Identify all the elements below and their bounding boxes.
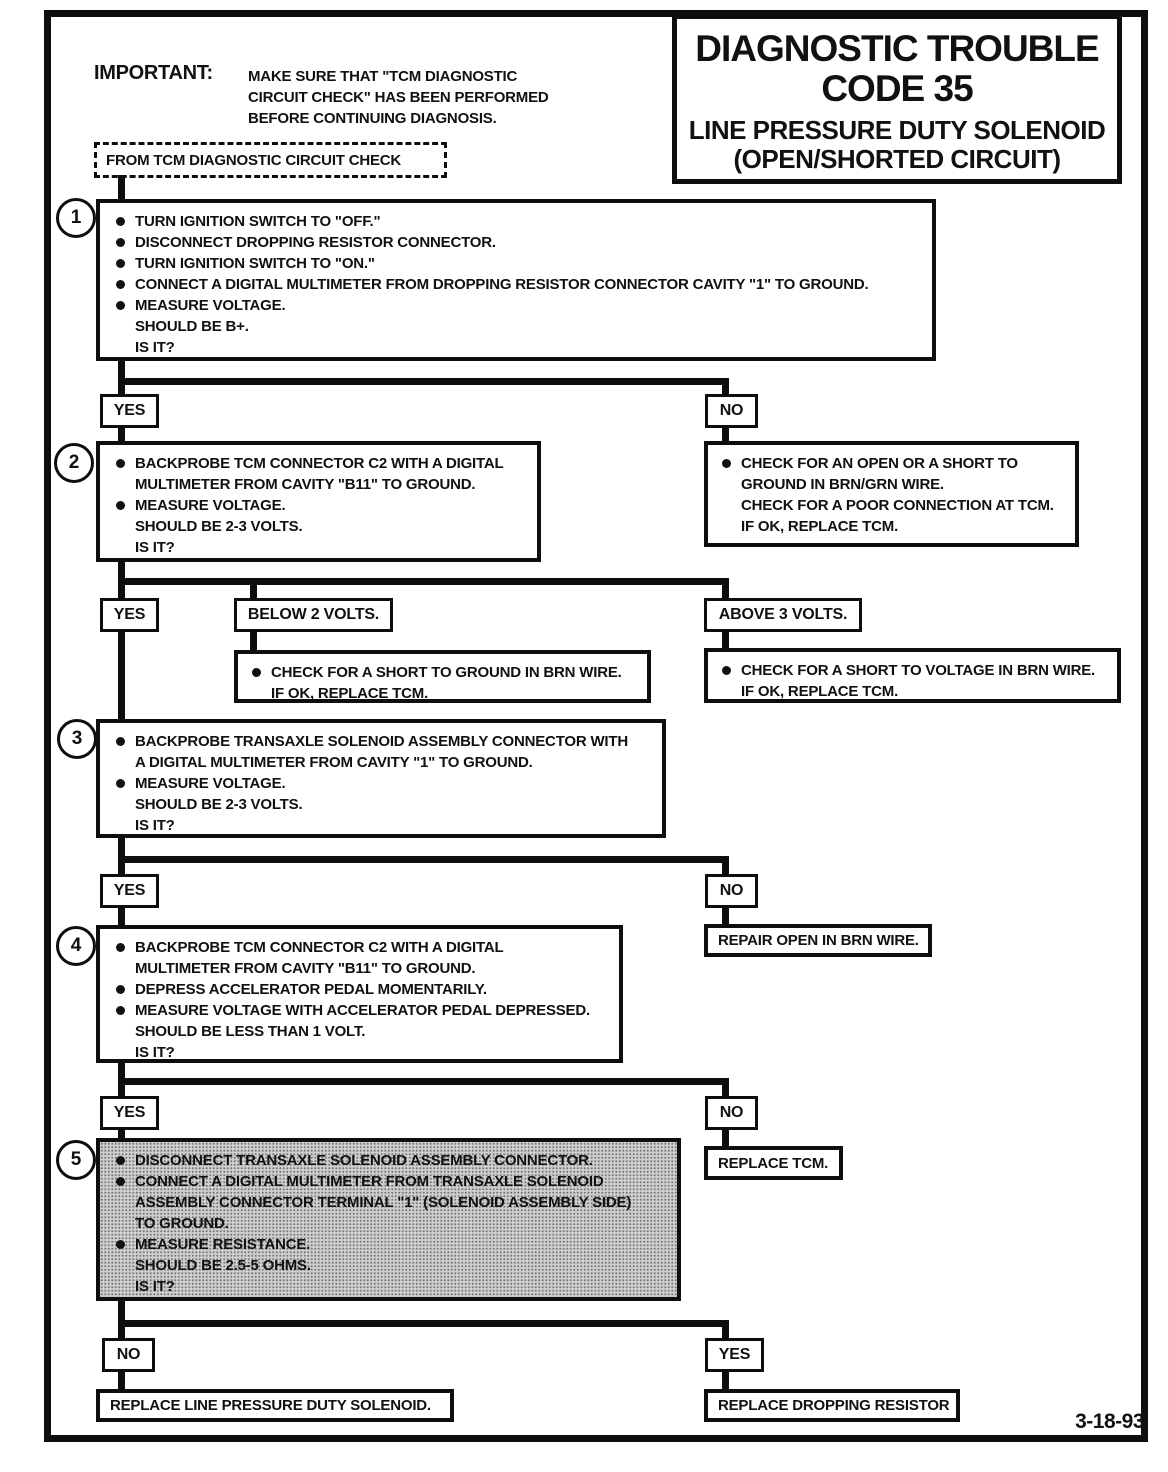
decision3-no: NO	[705, 874, 758, 908]
bullet-spacer	[722, 480, 731, 489]
bullet-spacer	[116, 1282, 125, 1291]
step1-line: DISCONNECT DROPPING RESISTOR CONNECTOR.	[135, 234, 496, 251]
result-no1-row	[718, 474, 1067, 495]
step5-row	[112, 1234, 667, 1255]
step2-line: MULTIMETER FROM CAVITY "B11" TO GROUND.	[135, 476, 476, 493]
step4-row	[112, 1042, 609, 1063]
bullet-spacer	[116, 1048, 125, 1057]
step4-row	[112, 1000, 609, 1021]
bullet-icon	[116, 779, 125, 788]
important-text-line3: BEFORE CONTINUING DIAGNOSIS.	[248, 110, 497, 127]
result-no1-row	[718, 495, 1067, 516]
step3-row	[112, 794, 652, 815]
bullet-spacer	[252, 689, 261, 698]
bullet-icon	[116, 1006, 125, 1015]
result-no1-line: GROUND IN BRN/GRN WIRE.	[741, 476, 944, 493]
step3-row	[112, 773, 652, 794]
bullet-icon	[116, 501, 125, 510]
important-text-line2: CIRCUIT CHECK" HAS BEEN PERFORMED	[248, 89, 549, 106]
title-line-2: CODE 35	[821, 68, 973, 109]
title-line-1: DIAGNOSTIC TROUBLE	[695, 28, 1099, 69]
step-box-4	[96, 925, 623, 1063]
connector-drop-above3	[722, 578, 729, 600]
bullet-spacer	[722, 687, 731, 696]
step4-line: DEPRESS ACCELERATOR PEDAL MOMENTARILY.	[135, 981, 487, 998]
step1-row	[112, 274, 922, 295]
step5-row	[112, 1150, 667, 1171]
step5-line: SHOULD BE 2.5-5 OHMS.	[135, 1257, 311, 1274]
result-below2-row	[248, 662, 639, 683]
result-above3-row	[718, 660, 1109, 681]
connector-no3-result	[722, 906, 729, 926]
connector-trunk-c	[118, 427, 125, 443]
decision2-below: BELOW 2 VOLTS.	[234, 598, 393, 632]
step1-row	[112, 253, 922, 274]
result-above3-line: CHECK FOR A SHORT TO VOLTAGE IN BRN WIRE.	[741, 662, 1096, 679]
step5-line: CONNECT A DIGITAL MULTIMETER FROM TRANSAXLE SOLENOID	[135, 1173, 604, 1190]
connector-branch-5	[118, 1320, 729, 1327]
step5-line: MEASURE RESISTANCE.	[135, 1236, 311, 1253]
decision4-yes: YES	[100, 1096, 159, 1130]
step2-row	[112, 537, 527, 558]
step3-row	[112, 815, 652, 836]
result-above3-box	[704, 648, 1121, 703]
result-no1-box	[704, 441, 1079, 547]
step4-row	[112, 937, 609, 958]
step3-line: BACKPROBE TRANSAXLE SOLENOID ASSEMBLY CONNECTOR WITH	[135, 733, 628, 750]
step5-line: DISCONNECT TRANSAXLE SOLENOID ASSEMBLY CONNECTOR.	[135, 1152, 593, 1169]
result-below2-line: IF OK, REPLACE TCM.	[271, 685, 429, 702]
connector-above3-result	[722, 630, 729, 650]
decision1-no: NO	[705, 394, 758, 428]
decision5-yes: YES	[705, 1338, 764, 1372]
result-below2-box	[234, 650, 651, 703]
step1-row	[112, 316, 922, 337]
bullet-icon	[116, 217, 125, 226]
result-below2-row	[248, 683, 639, 704]
decision4-no: NO	[705, 1096, 758, 1130]
step2-line: SHOULD BE 2-3 VOLTS.	[135, 518, 303, 535]
step-number-3: 3	[57, 719, 97, 759]
connector-drop-below2	[250, 578, 257, 600]
bullet-spacer	[116, 821, 125, 830]
bullet-spacer	[116, 322, 125, 331]
result-no1-row	[718, 516, 1067, 537]
decision1-yes: YES	[100, 394, 159, 428]
bullet-icon	[116, 985, 125, 994]
step4-line: BACKPROBE TCM CONNECTOR C2 WITH A DIGITAL	[135, 939, 504, 956]
bullet-spacer	[116, 543, 125, 552]
bullet-spacer	[116, 480, 125, 489]
step2-row	[112, 474, 527, 495]
step2-row	[112, 495, 527, 516]
connector-drop-no3	[722, 856, 729, 876]
bullet-icon	[116, 238, 125, 247]
bullet-spacer	[116, 1261, 125, 1270]
start-node	[94, 142, 447, 178]
connector-branch-3	[118, 856, 729, 863]
decision2-yes: YES	[100, 598, 159, 632]
step1-line: CONNECT A DIGITAL MULTIMETER FROM DROPPING RESISTOR CONNECTOR CAVITY "1" TO GROUND.	[135, 276, 869, 293]
bullet-spacer	[116, 343, 125, 352]
step-number-4: 4	[56, 926, 96, 966]
result-no4-label: REPLACE TCM.	[718, 1154, 829, 1172]
result-no4-box	[704, 1146, 843, 1180]
step1-line: SHOULD BE B+.	[135, 318, 249, 335]
bullet-icon	[722, 666, 731, 675]
step4-line: SHOULD BE LESS THAN 1 VOLT.	[135, 1023, 366, 1040]
connector-trunk-g	[118, 907, 125, 927]
step2-line: MEASURE VOLTAGE.	[135, 497, 286, 514]
step-number-1: 1	[56, 198, 96, 238]
result-yes5-box	[704, 1389, 960, 1422]
bullet-icon	[116, 1177, 125, 1186]
step3-line: IS IT?	[135, 817, 175, 834]
result-no1-line: IF OK, REPLACE TCM.	[741, 518, 899, 535]
bullet-icon	[722, 459, 731, 468]
bullet-icon	[116, 280, 125, 289]
title-box	[672, 14, 1122, 184]
step1-row	[112, 337, 922, 358]
important-text-line1: MAKE SURE THAT "TCM DIAGNOSTIC	[248, 68, 518, 85]
result-below2-line: CHECK FOR A SHORT TO GROUND IN BRN WIRE.	[271, 664, 622, 681]
decision3-yes: YES	[100, 874, 159, 908]
result-no1-line: CHECK FOR A POOR CONNECTION AT TCM.	[741, 497, 1054, 514]
connector-branch-1	[118, 378, 729, 385]
decision5-no: NO	[102, 1338, 155, 1372]
step-number-2: 2	[54, 443, 94, 483]
step5-line: TO GROUND.	[135, 1215, 229, 1232]
bullet-spacer	[116, 1198, 125, 1207]
step-box-5	[96, 1138, 681, 1301]
date-stamp: 3-18-93	[1075, 1410, 1144, 1433]
bullet-spacer	[116, 1027, 125, 1036]
bullet-icon	[116, 737, 125, 746]
result-above3-row	[718, 681, 1109, 702]
bullet-spacer	[116, 758, 125, 767]
bullet-spacer	[116, 964, 125, 973]
step-box-2	[96, 441, 541, 562]
important-text	[248, 66, 588, 129]
step4-row	[112, 979, 609, 1000]
bullet-icon	[116, 1156, 125, 1165]
step5-line: IS IT?	[135, 1278, 175, 1295]
important-label: IMPORTANT:	[94, 62, 213, 84]
step4-line: MEASURE VOLTAGE WITH ACCELERATOR PEDAL DEPRESSED.	[135, 1002, 590, 1019]
step1-line: TURN IGNITION SWITCH TO "OFF."	[135, 213, 381, 230]
connector-yes5-result	[722, 1371, 729, 1391]
connector-branch-2	[118, 578, 729, 585]
connector-drop-yes5	[722, 1320, 729, 1340]
step5-row	[112, 1192, 667, 1213]
step2-row	[112, 453, 527, 474]
step1-line: IS IT?	[135, 339, 175, 356]
step2-row	[112, 516, 527, 537]
bullet-spacer	[116, 800, 125, 809]
result-no3-label: REPAIR OPEN IN BRN WIRE.	[718, 932, 919, 949]
connector-trunk-i	[118, 1129, 125, 1140]
step5-row	[112, 1213, 667, 1234]
bullet-icon	[116, 259, 125, 268]
bullet-spacer	[722, 501, 731, 510]
step3-line: A DIGITAL MULTIMETER FROM CAVITY "1" TO GROUND.	[135, 754, 533, 771]
step3-line: SHOULD BE 2-3 VOLTS.	[135, 796, 303, 813]
step-box-1	[96, 199, 936, 361]
result-no5-label: REPLACE LINE PRESSURE DUTY SOLENOID.	[110, 1397, 431, 1414]
connector-trunk-a	[118, 175, 125, 201]
bullet-icon	[252, 668, 261, 677]
step2-line: BACKPROBE TCM CONNECTOR C2 WITH A DIGITAL	[135, 455, 504, 472]
bullet-spacer	[116, 1219, 125, 1228]
step3-line: MEASURE VOLTAGE.	[135, 775, 286, 792]
step1-row	[112, 295, 922, 316]
step5-row	[112, 1276, 667, 1297]
subtitle-line-2: (OPEN/SHORTED CIRCUIT)	[733, 144, 1061, 174]
step-box-3	[96, 719, 666, 838]
connector-drop-no4	[722, 1078, 729, 1098]
result-no3-box	[704, 924, 932, 957]
result-no1-line: CHECK FOR AN OPEN OR A SHORT TO	[741, 455, 1018, 472]
connector-below2-result	[250, 630, 257, 652]
step-number-5: 5	[56, 1140, 96, 1180]
step2-line: IS IT?	[135, 539, 175, 556]
bullet-icon	[116, 301, 125, 310]
bullet-icon	[116, 459, 125, 468]
result-above3-line: IF OK, REPLACE TCM.	[741, 683, 899, 700]
bullet-spacer	[722, 522, 731, 531]
step5-row	[112, 1255, 667, 1276]
bullet-icon	[116, 943, 125, 952]
step4-line: MULTIMETER FROM CAVITY "B11" TO GROUND.	[135, 960, 476, 977]
step3-row	[112, 752, 652, 773]
step5-line: ASSEMBLY CONNECTOR TERMINAL "1" (SOLENOID ASSEMBLY SIDE)	[135, 1194, 632, 1211]
step4-line: IS IT?	[135, 1044, 175, 1061]
connector-trunk-e	[118, 631, 125, 721]
step1-row	[112, 232, 922, 253]
step5-row	[112, 1171, 667, 1192]
subtitle-line-1: LINE PRESSURE DUTY SOLENOID	[688, 115, 1106, 145]
start-node-label: FROM TCM DIAGNOSTIC CIRCUIT CHECK	[106, 151, 402, 169]
step1-row	[112, 211, 922, 232]
bullet-spacer	[116, 522, 125, 531]
result-no1-row	[718, 453, 1067, 474]
connector-branch-4	[118, 1078, 729, 1085]
connector-trunk-k	[118, 1371, 125, 1391]
decision2-above: ABOVE 3 VOLTS.	[704, 598, 862, 632]
step1-line: TURN IGNITION SWITCH TO "ON."	[135, 255, 375, 272]
result-yes5-label: REPLACE DROPPING RESISTOR	[718, 1397, 950, 1414]
bullet-icon	[116, 1240, 125, 1249]
step4-row	[112, 958, 609, 979]
step3-row	[112, 731, 652, 752]
step1-line: MEASURE VOLTAGE.	[135, 297, 286, 314]
step4-row	[112, 1021, 609, 1042]
result-no5-box	[96, 1389, 454, 1422]
